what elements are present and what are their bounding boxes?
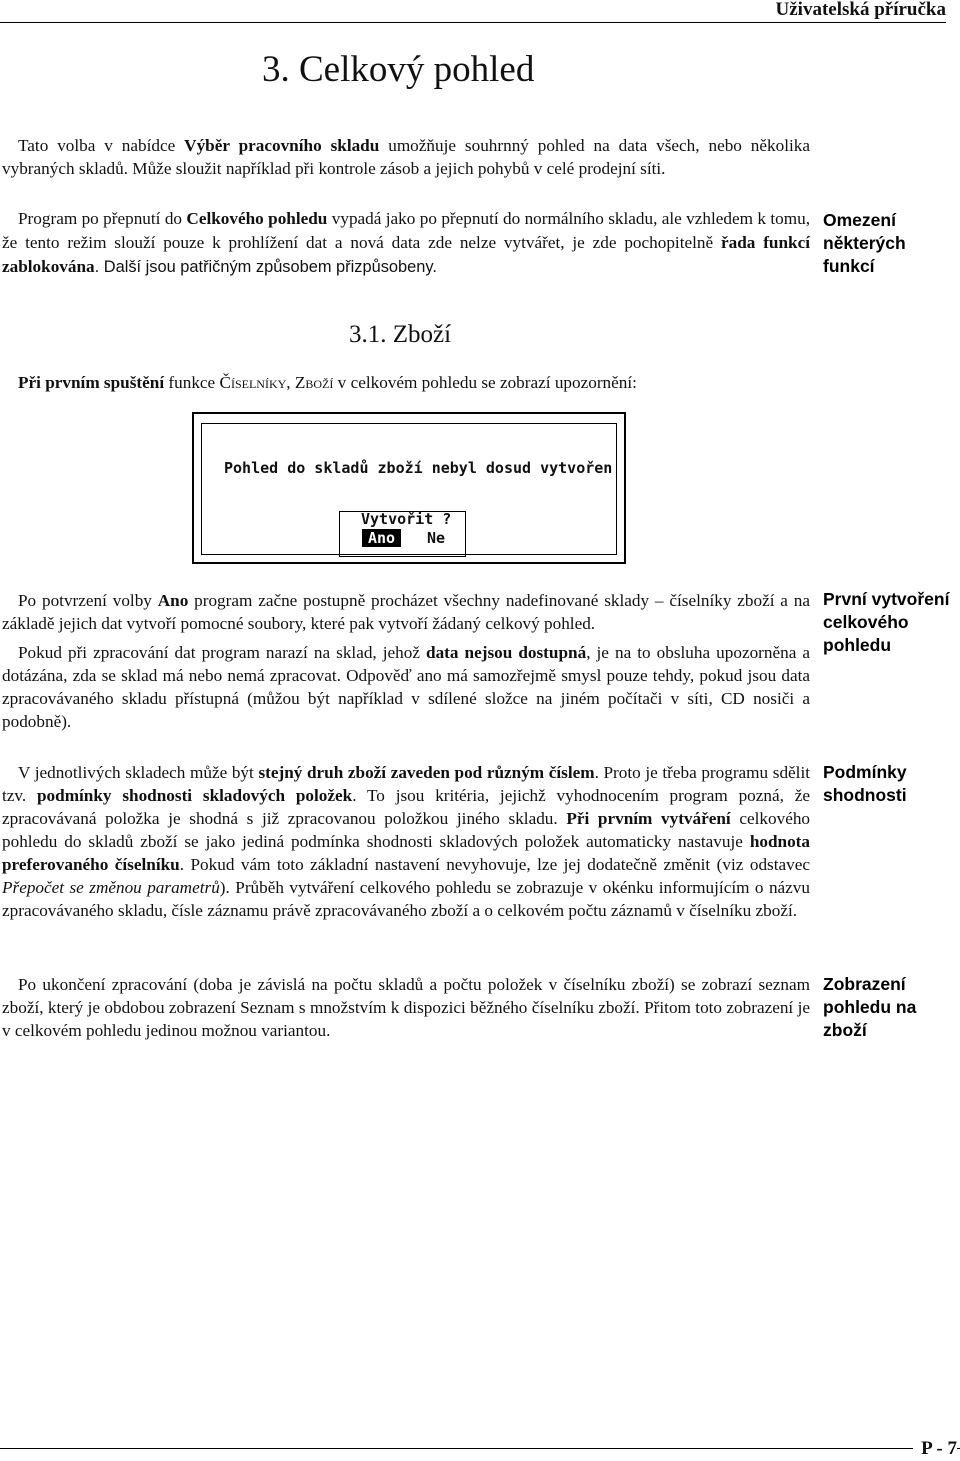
text: ,	[286, 373, 295, 392]
dialog-frame	[201, 423, 617, 555]
term-ano: Ano	[157, 591, 189, 610]
margin-note-omezeni: Omezení některých funkcí	[823, 210, 906, 276]
menu-ciselniky: Číselníky	[219, 373, 287, 392]
mode-paragraph	[2, 207, 810, 279]
page-number: P - 7	[913, 1438, 957, 1460]
section-title: 3. Celkový pohled	[262, 49, 535, 90]
text: program začne postupně procházet všechny nadefinované sklady – číselníky zboží a na základě jejich dat vytvoří pomocné soubory, které pak vytvoří žádaný celkový pohled.	[2, 591, 810, 633]
term-celkovy-pohled: Celkového pohledu	[186, 209, 328, 228]
text: Program po přepnutí do	[18, 209, 187, 228]
margin-note-zobrazeni: Zobrazení pohledu na zboží	[823, 974, 917, 1040]
warning-intro-paragraph	[2, 371, 810, 394]
conditions-paragraph	[2, 761, 810, 922]
menu-reference: Výběr pracovního skladu	[184, 136, 380, 155]
text: Po ukončení zpracování (doba je závislá na počtu skladů a počtu položek v číselníku zboží) se zobrazí seznam zboží, který je obdobou zobrazení Seznam s množstvím k dispozici běžného číselníku zboží. Přitom toto zobrazení je v celkovém pohledu jedinou možnou variantou.	[2, 975, 810, 1040]
text: ). Průběh vytváření celkového pohledu se zobrazuje v okénku informujícím o názvu zpracovávaného skladu, čísle záznamu právě zpracovávaného zboží a o celkovém počtu záznamů v číselníku zboží.	[2, 878, 810, 920]
term-data-unavailable: data nejsou dostupná	[426, 643, 587, 662]
text: . Proto je třeba programu sdělit tzv.	[2, 763, 811, 805]
term-blocked-functions: řada funkcí zablokována	[2, 233, 810, 276]
text: . Pokud vám toto základní nastavení nevyhovuje, lze jej dodatečně změnit (viz odstavec	[179, 855, 810, 874]
term-preferred-value: hodnota preferovaného číselníku	[2, 832, 810, 874]
term-conditions: podmínky shodnosti skladových položek	[37, 786, 353, 805]
warning-dialog	[192, 412, 626, 564]
margin-note-prvni-vytvoreni: První vytvoření celkového pohledu	[823, 589, 950, 655]
text: Pokud při zpracování dat program narazí na sklad, jehož	[18, 643, 427, 662]
text: funkce	[164, 373, 220, 392]
text: Tato volba v nabídce	[18, 136, 185, 155]
text: . To jsou kritéria, jejichž vyhodnocením program pozná, že zpracovávaná položka je shodná s již zpracovanou položkou jiného skladu.	[2, 786, 810, 828]
intro-paragraph	[2, 134, 810, 180]
text: V jednotlivých skladech může být	[18, 763, 259, 782]
text: vypadá jako po přepnutí do normálního skladu, ale vzhledem k tomu, že tento režim slouží pouze k prohlížení dat a nová data zde nelze vytvářet, je zde pochopitelně	[2, 209, 810, 252]
text: , je na to obsluha upozorněna a dotázána, zda se sklad má nebo nemá zpracovat. Odpověď ano má samozřejmě smysl pouze tehdy, pokud jsou data zpracovávaného skladu přístupná (můžou být například v sdílené složce na jiném počítači v síti, CD nosiči a podobně).	[2, 643, 811, 731]
margin-note-podminky: Podmínky shodnosti	[823, 762, 907, 805]
term-same-goods: stejný druh zboží zaveden pod různým číslem	[258, 763, 595, 782]
yes-button[interactable]: Ano	[362, 529, 401, 547]
text: umožňuje souhrnný pohled na data všech, nebo několika vybraných skladů. Může sloužit například při kontrole zásob a jejich pohybů v celé prodejní síti.	[2, 136, 810, 178]
no-button[interactable]: Ne	[427, 529, 446, 547]
page-header	[0, 0, 946, 23]
first-creation-block	[2, 589, 810, 733]
page-footer-rule	[0, 1448, 960, 1449]
text: celkového pohledu do skladů zboží se jako jediná podmínka shodnosti skladových položek automaticky nastavuje	[2, 809, 811, 851]
dialog-question: Vytvořit ?	[361, 510, 452, 528]
subsection-title: 3.1. Zboží	[349, 321, 452, 348]
text: . Další jsou patřičným způsobem přizpůsobeny.	[94, 258, 437, 276]
text: Po potvrzení volby	[18, 591, 158, 610]
text: v celkovém pohledu se zobrazí upozornění:	[333, 373, 637, 392]
term-first-run: Při prvním spuštění	[18, 373, 165, 392]
link-recalculation: Přepočet se změnou parametrů	[2, 878, 220, 897]
term-first-creation: Při prvním vytváření	[566, 809, 731, 828]
header-title: Uživatelská příručka	[775, 0, 946, 20]
menu-zbozi: Zboží	[294, 373, 334, 392]
dialog-message: Pohled do skladů zboží nebyl dosud vytvořen	[224, 459, 613, 477]
result-paragraph	[2, 973, 810, 1042]
